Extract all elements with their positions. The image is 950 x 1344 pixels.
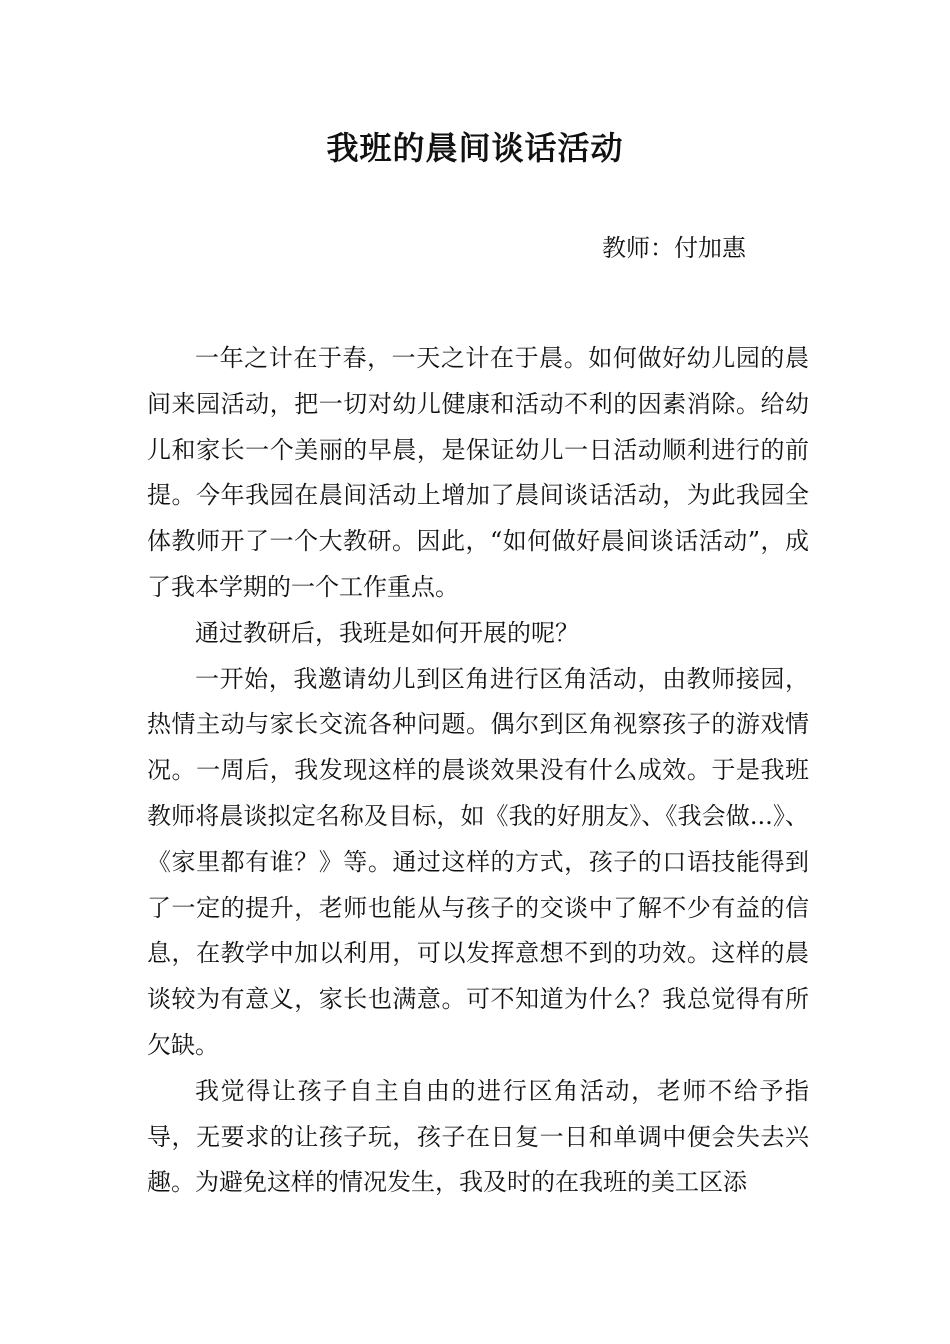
document-body [147, 336, 809, 1206]
paragraph: 我觉得让孩子自主自由的进行区角活动，老师不给予指导，无要求的让孩子玩，孩子在日复一日和单调中便会失去兴趣。为避免这样的情况发生，我及时的在我班的美工区添 [147, 1076, 809, 1197]
author-line: 教师：付加惠 [602, 234, 746, 262]
paragraph: 通过教研后，我班是如何开展的呢？ [195, 618, 579, 647]
paragraph: 一年之计在于春，一天之计在于晨。如何做好幼儿园的晨间来园活动，把一切对幼儿健康和活动不利的因素消除。给幼儿和家长一个美丽的早晨，是保证幼儿一日活动顺利进行的前提。今年我园在晨间活动上增加了晨间谈话活动，为此我园全体教师开了一个大教研。因此，“如何做好晨间谈话活动”，成了我本学期的一个工作重点。 [147, 344, 809, 601]
document-title: 我班的晨间谈话活动 [326, 129, 624, 167]
paragraph: 一开始，我邀请幼儿到区角进行区角活动，由教师接园，热情主动与家长交流各种问题。偶尔到区角视察孩子的游戏情况。一周后，我发现这样的晨谈效果没有什么成效。于是我班教师将晨谈拟定名称及目标，如《我的好朋友》、《我会做...》、《家里都有谁？》等。通过这样的方式，孩子的口语技能得到了一定的提升，老师也能从与孩子的交谈中了解不少有益的信息，在教学中加以利用，可以发挥意想不到的功效。这样的晨谈较为有意义，家长也满意。可不知道为什么？我总觉得有所欠缺。 [147, 664, 809, 1059]
